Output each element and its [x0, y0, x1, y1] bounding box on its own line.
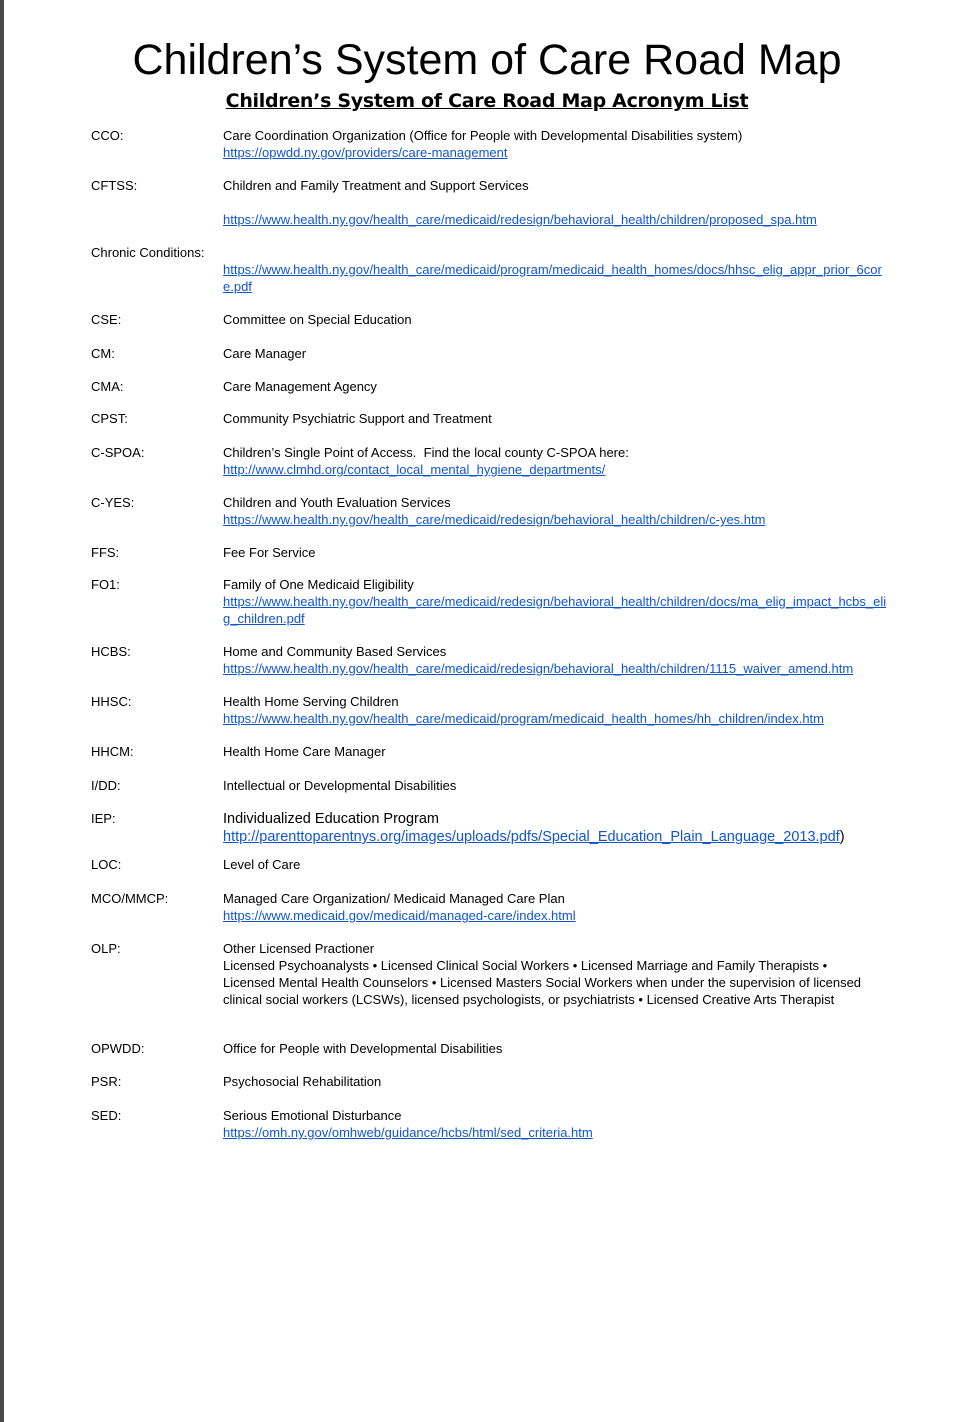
acronym-definition: Health Home Serving Children — [223, 694, 399, 709]
link-suffix: ) — [839, 829, 845, 845]
page-subtitle: Children’s System of Care Road Map Acronym List — [225, 90, 749, 112]
acronym-definition: Children and Family Treatment and Support Services — [223, 178, 529, 193]
acronym-term: C-YES: — [91, 495, 135, 510]
acronym-term: I/DD: — [91, 778, 121, 793]
acronym-definition: Intellectual or Developmental Disabilities — [223, 778, 457, 793]
page-left-border — [0, 0, 4, 1422]
acronym-definition: Health Home Care Manager — [223, 744, 386, 759]
acronym-link[interactable]: https://www.health.ny.gov/health_care/medicaid/redesign/behavioral_health/children/1115_waiver_amend.htm — [223, 661, 854, 676]
acronym-term: LOC: — [91, 857, 122, 872]
acronym-definition: Care Coordination Organization (Office for People with Developmental Disabilities system) — [223, 128, 743, 143]
acronym-detail: Licensed Psychoanalysts • Licensed Clinical Social Workers • Licensed Marriage and Family Therapists • Licensed Mental Health Counselors • Licensed Masters Social Workers when under the supervision of licensed clinical social workers (LCSWs), licensed psychologists, or psychiatrists • Licensed Creative Arts Therapist — [223, 958, 862, 1007]
acronym-link[interactable]: https://www.health.ny.gov/health_care/medicaid/redesign/behavioral_health/children/docs/ma_elig_impact_hcbs_elig_children.pdf — [223, 594, 887, 626]
acronym-definition: Committee on Special Education — [223, 312, 412, 327]
acronym-term: OPWDD: — [91, 1041, 145, 1056]
acronym-term: MCO/MMCP: — [91, 891, 169, 906]
acronym-definition: Care Manager — [223, 346, 307, 361]
acronym-definition: Care Management Agency — [223, 379, 377, 394]
acronym-term: CMA: — [91, 379, 124, 394]
acronym-term: SED: — [91, 1108, 122, 1123]
acronym-definition: Serious Emotional Disturbance — [223, 1108, 402, 1123]
acronym-definition: Individualized Education Program — [223, 811, 440, 827]
page-title: Children’s System of Care Road Map — [132, 36, 842, 84]
acronym-term: OLP: — [91, 941, 121, 956]
acronym-definition: Office for People with Developmental Disabilities — [223, 1041, 503, 1056]
acronym-term: HHCM: — [91, 744, 134, 759]
acronym-term: CCO: — [91, 128, 124, 143]
acronym-definition: Children and Youth Evaluation Services — [223, 495, 451, 510]
acronym-definition: Level of Care — [223, 857, 301, 872]
acronym-link[interactable]: https://www.medicaid.gov/medicaid/managed-care/index.html — [223, 908, 576, 923]
acronym-definition: Managed Care Organization/ Medicaid Managed Care Plan — [223, 891, 565, 906]
acronym-link[interactable]: https://www.health.ny.gov/health_care/medicaid/program/medicaid_health_homes/hh_children/index.htm — [223, 711, 824, 726]
acronym-term: CPST: — [91, 411, 128, 426]
acronym-definition: Fee For Service — [223, 545, 316, 560]
acronym-definition: Psychosocial Rehabilitation — [223, 1074, 382, 1089]
acronym-definition: Community Psychiatric Support and Treatment — [223, 411, 492, 426]
acronym-link[interactable]: http://www.clmhd.org/contact_local_mental_hygiene_departments/ — [223, 462, 606, 477]
acronym-link[interactable]: http://parenttoparentnys.org/images/uploads/pdfs/Special_Education_Plain_Language_2013.pdf — [223, 829, 840, 845]
acronym-term: FO1: — [91, 577, 120, 592]
acronym-definition: Family of One Medicaid Eligibility — [223, 577, 414, 592]
acronym-term: FFS: — [91, 545, 120, 560]
acronym-term: HHSC: — [91, 694, 132, 709]
acronym-term: PSR: — [91, 1074, 122, 1089]
acronym-term: IEP: — [91, 811, 116, 826]
acronym-term: CSE: — [91, 312, 122, 327]
acronym-link[interactable]: https://opwdd.ny.gov/providers/care-management — [223, 145, 508, 160]
acronym-link[interactable]: https://www.health.ny.gov/health_care/medicaid/redesign/behavioral_health/children/c-yes.htm — [223, 512, 766, 527]
acronym-link[interactable]: https://omh.ny.gov/omhweb/guidance/hcbs/html/sed_criteria.htm — [223, 1125, 593, 1140]
acronym-definition: Children’s Single Point of Access. Find the local county C-SPOA here: — [223, 445, 629, 460]
acronym-link[interactable]: https://www.health.ny.gov/health_care/medicaid/program/medicaid_health_homes/docs/hhsc_elig_appr_prior_6core.pdf — [223, 262, 882, 294]
acronym-link[interactable]: https://www.health.ny.gov/health_care/medicaid/redesign/behavioral_health/children/proposed_spa.htm — [223, 212, 817, 227]
acronym-term: HCBS: — [91, 644, 131, 659]
acronym-term: C-SPOA: — [91, 445, 145, 460]
acronym-definition: Other Licensed Practioner — [223, 941, 375, 956]
acronym-term: Chronic Conditions: — [91, 245, 205, 260]
acronym-term: CM: — [91, 346, 115, 361]
acronym-term: CFTSS: — [91, 178, 138, 193]
acronym-definition: Home and Community Based Services — [223, 644, 447, 659]
